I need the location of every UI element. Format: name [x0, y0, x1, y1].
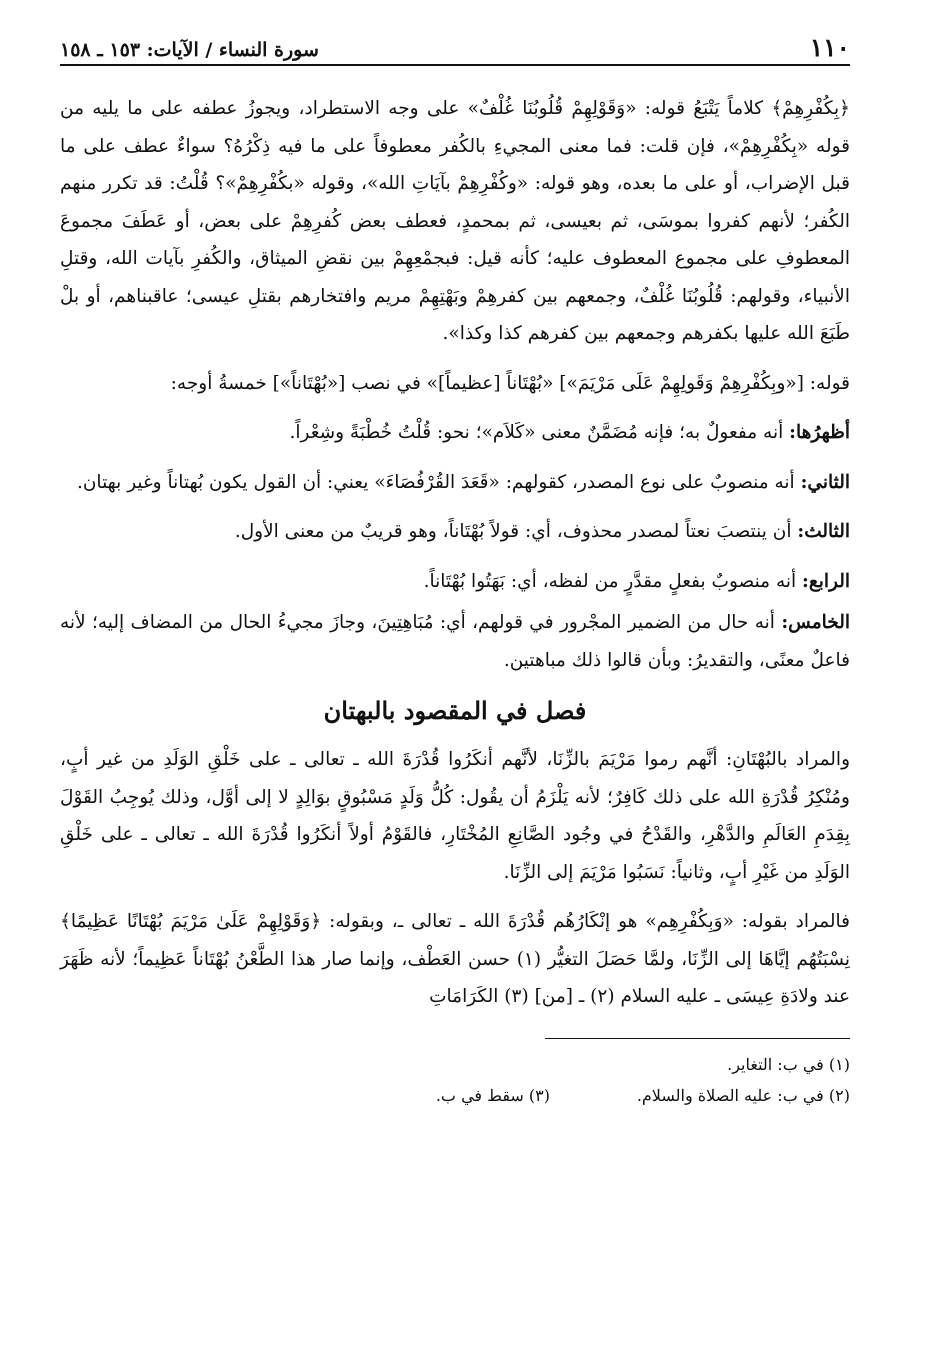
- aspect-item: [60, 464, 850, 502]
- aspect-item: [60, 414, 850, 452]
- footnote: (٢) في ب: عليه الصلاة والسلام.: [636, 1085, 850, 1105]
- footnote: (٣) سقط في ب.: [435, 1085, 550, 1105]
- running-title: سورة النساء / الآيات: ١٥٣ ـ ١٥٨: [60, 39, 319, 61]
- footnote: (١) في ب: التغاير.: [727, 1054, 850, 1074]
- aspect-label: الرابع:: [802, 570, 850, 592]
- page-header: [60, 28, 850, 66]
- section-heading: فصل في المقصود بالبهتان: [323, 696, 587, 725]
- footnote-rule: [545, 1038, 850, 1039]
- paragraph: فالمراد بقوله: «وَبِكُفْرِهِم» هو إنْكَارُهُم قُدْرَةَ الله ـ تعالى ـ، وبقوله: ﴿وَقَوْلِهِمْ عَلَىٰ مَرْيَمَ بُهْتَانًا عَظِيمًا﴾ نِسْبَتُهُم إيَّاهَا إلى الزِّنَا، ولمَّا حَصَلَ التغيُّر (١) حسن العَطْف، وإنما صار هذا الطَّعْنُ بُهْتَاناً عَظِيماً؛ لأنه ظَهَرَ عند ولادَةِ عِيسَى ـ عليه السلام (٢) ـ [من] (٣) الكَرَامَاتِ: [60, 911, 850, 1007]
- page-number: ١١٠: [809, 33, 850, 62]
- aspect-text: أنه مفعولٌ به؛ فإنه مُضَمَّنٌ معنى «كَلاَم»؛ نحو: قُلْتُ خُطْبَةً وشِعْراً.: [289, 422, 784, 443]
- aspect-text: أنه منصوبٌ بفعلٍ مقدَّرٍ من لفظه، أي: بَهَتُوا بُهْتَاناً.: [423, 570, 797, 592]
- paragraph: ﴿بِكُفْرِهِمْ﴾ كلاماً يَتْبَعُ قوله: «وَقَوْلِهِمْ قُلُوبُنَا غُلْفٌ» على وجه الاستطراد، ويجوزُ عطفه على ما يليه من قوله «بِكُفْرِهِمْ»، فإن قلت: فما معنى المجيءِ بالكُفر معطوفاً على ما فيه ذِكْرُهُ؟ سواءٌ عطف على ما قبل الإضراب، أو على ما بعده، وهو قوله: «وكُفْرِهِمْ بآيَاتِ الله»، وقوله «بكُفْرِهِمْ»؟ قُلْتُ: قد تكرر منهم الكُفر؛ لأنهم كفروا بموسَى، ثم بعيسى، ثم بمحمدٍ، فعطف بعض كُفرِهِمْ على بعض، أو عَطَفَ مجموعَ المعطوفِ على مجموع المعطوف عليه؛ كأنه قيل: فبجمْعِهِمْ بين نقضِ الميثاق، والكُفرِ بآيات الله، وقتلِ الأنبياء، وقولهم: قُلُوبُنَا غُلْفٌ، وجمعهم بين كفرهِمْ وبَهْتِهِمْ مريم وافتخارهم بقتلِ عيسى؛ عاقبناهم، أو بلْ طَبَعَ الله عليها بكفرهم وجمعهم بين كفرهم كذا وكذا».: [60, 98, 850, 344]
- page: [60, 28, 850, 1111]
- aspect-item: [60, 563, 850, 601]
- aspect-text: أنه حال من الضمير المجْرور في قولهم، أي: مُبَاهِتِينَ، وجازَ مجيءُ الحال من المضاف إليه؛ لأنه فاعلٌ معنًى، والتقديرُ: وبأن قالوا ذلك مباهتين.: [60, 612, 850, 671]
- aspect-item: [60, 513, 850, 551]
- aspect-label: الثاني:: [800, 471, 850, 493]
- aspect-item: [60, 604, 850, 679]
- aspect-text: أنه منصوبٌ على نوع المصدر، كقولهم: «قَعَدَ القُرْفُصَاءَ» يعني: أن القول يكون بُهتاناً وغير بهتان.: [76, 471, 795, 493]
- aspect-text: أن ينتصبَ نعتاً لمصدر محذوف، أي: قولاً بُهْتَاناً، وهو قريبٌ من معنى الأول.: [234, 521, 792, 542]
- footnotes: [60, 1049, 850, 1111]
- aspect-label: أظهرُها:: [789, 422, 850, 443]
- aspect-label: الخامس:: [781, 612, 850, 633]
- footnote-row: [60, 1080, 850, 1111]
- body-text: [60, 90, 850, 1016]
- paragraph: قوله: [«وبِكُفْرِهِمْ وَقَولِهِمْ عَلَى مَرْيَمَ»] «بُهْتَاناً [عظيماً]» في نصب [«بُهْتَاناً»] خمسةُ أوجه:: [170, 372, 850, 394]
- aspect-label: الثالث:: [797, 521, 850, 542]
- paragraph: والمراد بالبُهْتَانِ: أنَّهم رموا مَرْيَمَ بالزِّنَا، لأنَّهم أنكَرُوا قُدْرَةَ الله ـ تعالى ـ على خَلْقِ الوَلَدِ من غير أبٍ، ومُنْكِرُ قُدْرَةِ الله على ذلك كَافِرٌ؛ لأنه يَلْزَمُ أن يقُول: كُلُّ وَلَدٍ مَسْبُوقٍ بوَالِدٍ لا إلى أوَّل، وذلك يُوجِبُ القَوْلَ بِقِدَمِ العَالَمِ والدَّهْرِ، والقَدْحُ في وجُود الصَّانِعِ المُخْتَارِ، فالقَوْمُ أولاً أنكَرُوا قُدْرَةَ الله ـ تعالى ـ على خَلْقِ الوَلَدِ من غَيْرِ أبٍ، وثانياً: نَسَبُوا مَرْيَمَ إلى الزِّنَا.: [60, 749, 850, 883]
